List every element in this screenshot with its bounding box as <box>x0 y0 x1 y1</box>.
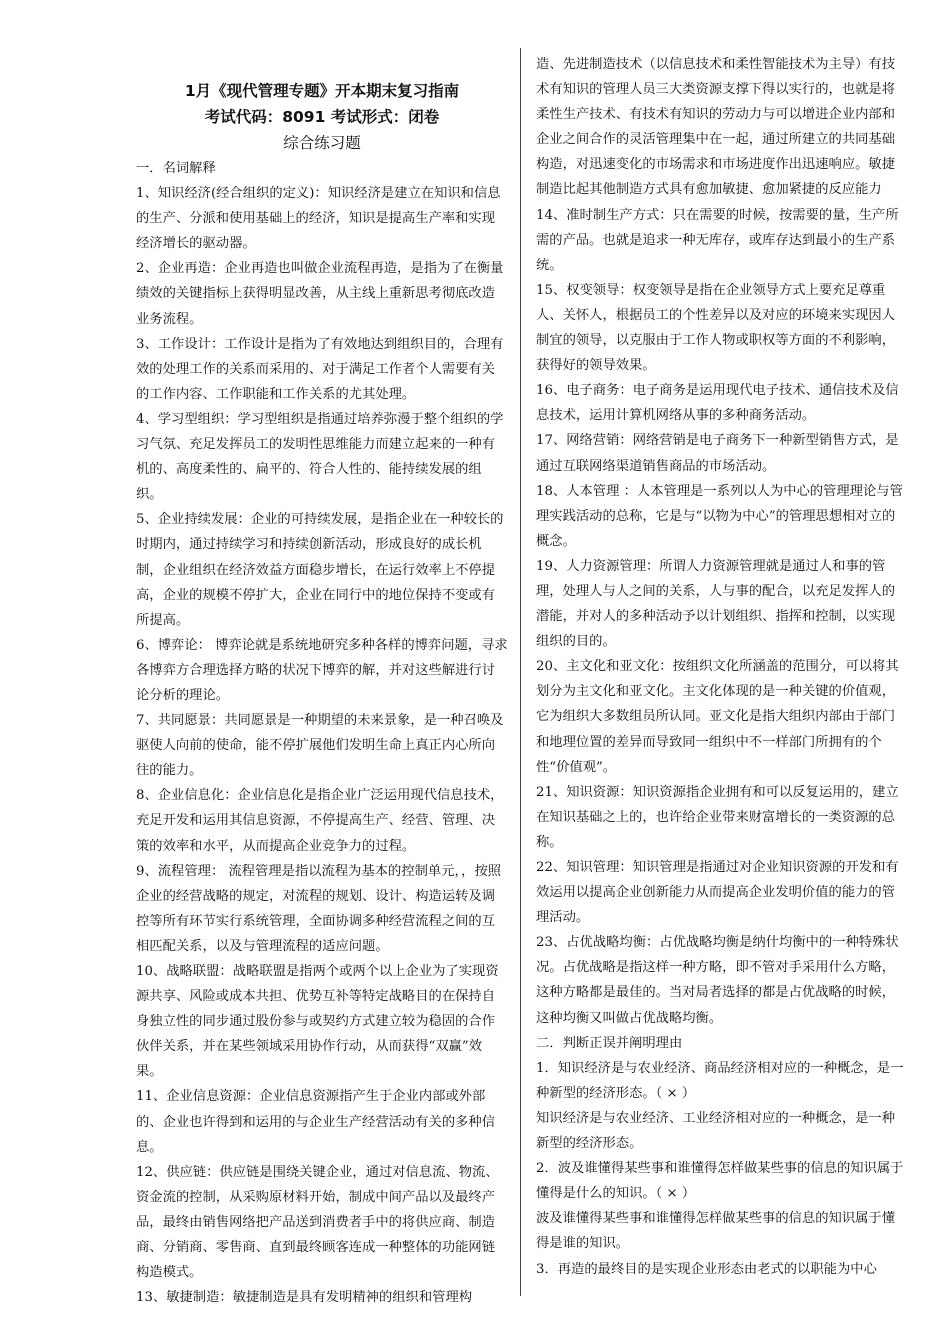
paragraph: 18、人本管理 ：人本管理是一系列以人为中心的管理理论与管理实践活动的总称，它是与“以物为中心”的管理思想相对立的概念。 <box>536 483 903 549</box>
question: 1．知识经济是与农业经济、商品经济相对应的一种概念，是一种新型的经济形态。（ × ） <box>536 1060 904 1101</box>
paragraph: 21、知识资源：知识资源指企业拥有和可以反复运用的，建立在知识基础之上的，也许给企业带来财富增长的一类资源的总称。 <box>536 784 899 850</box>
paragraph: 23、占优战略均衡：占优战略均衡是纳什均衡中的一种特殊状况。占优战略是指这样一种方略，即不管对手采用什么方略，这种方略都是最佳的。当对局者选择的都是占优战略的时候，这种均衡又叫做占优战略均衡。 <box>536 935 899 1026</box>
section-heading: 二．判断正误并阐明理由 <box>536 1035 683 1051</box>
paragraph: 造、先进制造技术（以信息技术和柔性智能技术为主导）有技术有知识的管理人员三大类资源支撑下得以实行的，也就是将柔性生产技术、有技术有知识的劳动力与可以增进企业内部和企业之间合作的灵活管理集中在一起，通过所建立的共同基础构造，对迅速变化的市场需求和市场进度作出迅速响应。敏捷制造比起其他制造方式具有愈加敏捷、愈加紧捷的反应能力 <box>536 57 896 198</box>
section-heading: 一．名词解释 <box>136 161 216 176</box>
paragraph: 10、战略联盟：战略联盟是指两个或两个以上企业为了实现资源共享、风险或成本共担、优势互补等特定战略目的在保持自身独立性的同步通过股份参与或契约方式建立较为稳固的合作伙伴关系，并在某些领域采用协作行动，从而获得“双赢”效果。 <box>136 964 499 1080</box>
question: 2．波及谁懂得某些事和谁懂得怎样做某些事的信息的知识属于懂得是什么的知识。（ × ） <box>536 1161 904 1202</box>
answer: 知识经济是与农业经济、工业经济相对应的一种概念，是一种新型的经济形态。 <box>536 1110 896 1152</box>
document-title: 1月《现代管理专题》开本期末复习指南 <box>184 82 460 100</box>
paragraph: 17、网络营销：网络营销是电子商务下一种新型销售方式，是通过互联网络渠道销售商品的市场活动。 <box>536 433 899 474</box>
paragraph: 12、供应链：供应链是围绕关键企业，通过对信息流、物流、资金流的控制，从采购原材料开始，制成中间产品以及最终产品，最终由销售网络把产品送到消费者手中的将供应商、制造商、分销商、零售商、直到最终顾客连成一种整体的功能网链构造模式。 <box>136 1164 499 1281</box>
paragraph: 2、企业再造：企业再造也叫做企业流程再造，是指为了在衡量绩效的关键指标上获得明显改善，从主线上重新思考彻底改造业务流程。 <box>136 261 504 327</box>
column-divider <box>520 48 521 1296</box>
paragraph: 13、敏捷制造：敏捷制造是具有发明精神的组织和管理构 <box>136 1290 473 1306</box>
paragraph: 5、企业持续发展：企业的可持续发展，是指企业在一种较长的时期内，通过持续学习和持续创新活动，形成良好的成长机制，企业组织在经济效益方面稳步增长，在运行效率上不停提高，企业的规模不停扩大，企业在同行中的地位保持不变或有所提高。 <box>136 512 504 628</box>
section-subtitle: 综合练习题 <box>283 134 361 152</box>
paragraph: 14、准时制生产方式：只在需要的时候，按需要的量，生产所需的产品。也就是追求一种无库存，或库存达到最小的生产系统。 <box>536 207 899 273</box>
paragraph: 7、共同愿景：共同愿景是一种期望的未来景象，是一种召唤及驱使人向前的使命，能不停扩展他们发明生命上真正内心所向往的能力。 <box>136 713 504 779</box>
paragraph: 3、工作设计：工作设计是指为了有效地达到组织目的，合理有效的处理工作的关系而采用的、对于满足工作者个人需要有关的工作内容、工作职能和工作关系的尤其处理。 <box>136 336 504 402</box>
paragraph: 11、企业信息资源：企业信息资源指产生于企业内部或外部的、企业也许得到和运用的与企业生产经营活动有关的多种信息。 <box>136 1089 496 1155</box>
paragraph: 16、电子商务：电子商务是运用现代电子技术、通信技术及信息技术，运用计算机网络从事的多种商务活动。 <box>536 383 899 424</box>
paragraph: 6、博弈论： 博弈论就是系统地研究多种各样的博弈问题，寻求各博弈方合理选择方略的状况下博弈的解，并对这些解进行讨论分析的理论。 <box>136 637 508 703</box>
right-column <box>536 0 908 1282</box>
paragraph: 8、企业信息化：企业信息化是指企业广泛运用现代信息技术，充足开发和运用其信息资源，不停提高生产、经营、管理、决策的效率和水平，从而提高企业竞争力的过程。 <box>136 788 504 854</box>
paragraph: 9、流程管理： 流程管理是指以流程为基本的控制单元，，按照企业的经营战略的规定，对流程的规划、设计、构造运转及调控等所有环节实行系统管理，全面协调多种经营流程之间的互相匹配关系，以及与管理流程的适应问题。 <box>136 863 502 954</box>
paragraph: 19、人力资源管理：所谓人力资源管理就是通过人和事的管理，处理人与人之间的关系，人与事的配合，以充足发挥人的潜能，并对人的多种活动予以计划组织、指挥和控制，以实现组织的目的。 <box>536 558 896 650</box>
answer: 波及谁懂得某些事和谁懂得怎样做某些事的信息的知识属于懂得是谁的知识。 <box>536 1211 896 1252</box>
paragraph: 4、学习型组织：学习型组织是指通过培养弥漫于整个组织的学习气氛、充足发挥员工的发明性思维能力而建立起来的一种有机的、高度柔性的、扁平的、符合人性的、能持续发展的组织。 <box>136 411 504 503</box>
paragraph: 22、知识管理：知识管理是指通过对企业知识资源的开发和有效运用以提高企业创新能力从而提高企业发明价值的能力的管理活动。 <box>536 860 899 926</box>
left-column <box>136 0 508 1310</box>
paragraph: 1、知识经济(经合组织的定义)：知识经济是建立在知识和信息的生产、分派和使用基础上的经济，知识是提高生产率和实现经济增长的驱动器。 <box>136 186 501 252</box>
paragraph: 15、权变领导：权变领导是指在企业领导方式上要充足尊重人、关怀人，根据员工的个性差异以及对应的环境来实现因人制宜的领导，以克服由于工作人物或职权等方面的不利影响，获得好的领导效果。 <box>536 282 896 374</box>
paragraph: 20、主文化和亚文化：按组织文化所涵盖的范围分，可以将其划分为主文化和亚文化。主文化体现的是一种关键的价值观，它为组织大多数组员所认同。亚文化是指大组织内部由于部门和地理位置的差异而导致同一组织中不一样部门所拥有的个性“价值观”。 <box>536 659 899 775</box>
question: 3．再造的最终目的是实现企业形态由老式的以职能为中心 <box>536 1261 877 1277</box>
exam-info: 考试代码：8091 考试形式：闭卷 <box>204 108 440 126</box>
